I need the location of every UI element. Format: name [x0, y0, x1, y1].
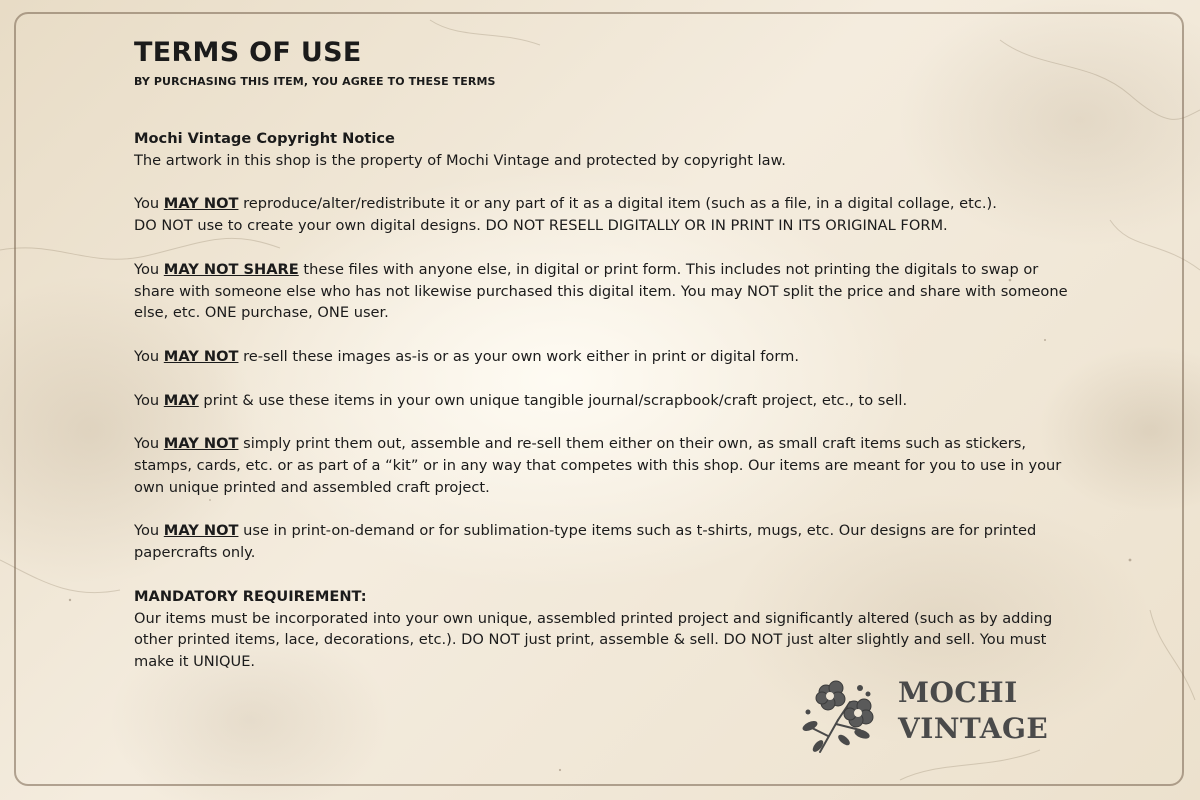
flower-bouquet-icon — [798, 672, 888, 762]
clause-emphasis: MAY NOT SHARE — [163, 260, 299, 278]
clause-share — [134, 259, 1069, 324]
requirement-heading: MANDATORY REQUIREMENT: — [134, 587, 367, 605]
clause-text: reproduce/alter/redistribute it or any part of it as a digital item (such as a file, in a digital collage, etc.). — [238, 195, 997, 213]
clause-text: simply print them out, assemble and re-sell them either on their own, as small craft items such as stickers, stamps, cards, etc. or as part of a “kit” or in any way that competes with this shop. Our items are meant for you to use in your own unique printed and assembled craft project. — [134, 435, 1062, 496]
clause-emphasis: MAY NOT — [163, 195, 239, 213]
clause-assemble — [134, 433, 1069, 498]
clause-text: these files with anyone else, in digital or print form. This includes not printing the digitals to swap or share with someone else who has not likewise purchased this digital item. You may NOT split the price and share with someone else, etc. ONE purchase, ONE user. — [134, 260, 1068, 322]
mandatory-requirement — [134, 586, 1069, 673]
copyright-notice — [134, 128, 1069, 172]
clause-resell — [134, 346, 1069, 368]
clause-emphasis: MAY NOT — [163, 435, 239, 453]
clause-emphasis: MAY NOT — [163, 522, 239, 540]
brand-name-line1: MOCHI — [898, 676, 1018, 709]
clause-text: re-sell these images as-is or as your own work either in print or digital form. — [238, 347, 799, 365]
clause-prefix: You — [134, 435, 164, 453]
page-title: TERMS OF USE — [134, 37, 362, 68]
clause-text: use in print-on-demand or for sublimation-type items such as t-shirts, mugs, etc. Our designs are for printed papercrafts only. — [134, 522, 1037, 562]
clause-emphasis: MAY — [163, 391, 199, 409]
clause-prefix: You — [134, 522, 164, 540]
clause-may-print — [134, 390, 1069, 412]
notice-text: The artwork in this shop is the property of Mochi Vintage and protected by copyright law. — [134, 151, 786, 169]
clause-prefix: You — [134, 391, 164, 409]
clause-reproduce — [134, 193, 1069, 237]
terms-body — [134, 128, 1069, 695]
requirement-text: Our items must be incorporated into your own unique, assembled printed project and significantly altered (such as by adding other printed items, lace, decorations, etc.). DO NOT just print, assemble & sell. DO NOT just alter slightly and sell. You must make it UNIQUE. — [134, 609, 1053, 671]
brand-name-line2: VINTAGE — [898, 712, 1049, 745]
clause-prefix: You — [134, 347, 164, 365]
notice-heading: Mochi Vintage Copyright Notice — [134, 130, 395, 147]
brand-logo — [798, 672, 1049, 762]
brand-wordmark — [898, 676, 1048, 746]
clause-prefix: You — [134, 195, 164, 213]
clause-text-line2: DO NOT use to create your own digital designs. DO NOT RESELL DIGITALLY OR IN PRINT IN ITS ORIGINAL FORM. — [134, 217, 948, 235]
page-subtitle: BY PURCHASING THIS ITEM, YOU AGREE TO THESE TERMS — [134, 75, 496, 88]
clause-emphasis: MAY NOT — [163, 347, 239, 365]
clause-prefix: You — [134, 260, 164, 278]
clause-text: print & use these items in your own unique tangible journal/scrapbook/craft project, etc., to sell. — [198, 391, 908, 409]
clause-pod — [134, 520, 1069, 564]
